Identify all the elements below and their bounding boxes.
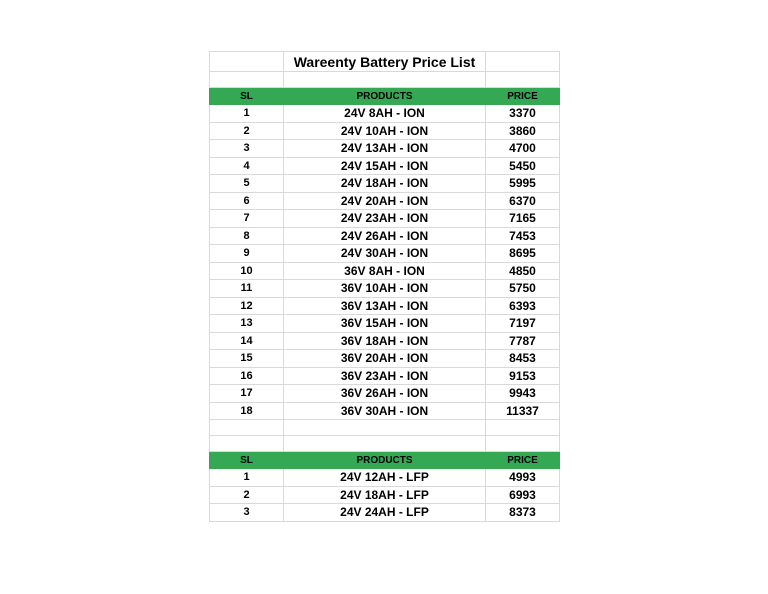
price-cell[interactable]: 7453: [486, 227, 560, 245]
table-row: [210, 315, 560, 333]
price-cell[interactable]: 9153: [486, 367, 560, 385]
sl-cell[interactable]: 1: [210, 105, 284, 123]
product-cell[interactable]: 24V 30AH - ION: [284, 245, 486, 263]
table-row: [210, 504, 560, 522]
header-products[interactable]: PRODUCTS: [284, 452, 486, 469]
product-cell[interactable]: 36V 15AH - ION: [284, 315, 486, 333]
blank-row: [210, 420, 560, 436]
price-cell[interactable]: 8453: [486, 350, 560, 368]
product-cell[interactable]: 36V 20AH - ION: [284, 350, 486, 368]
cell[interactable]: [486, 436, 560, 452]
header-sl[interactable]: SL: [210, 88, 284, 105]
header-price[interactable]: PRICE: [486, 88, 560, 105]
table-row: [210, 486, 560, 504]
cell[interactable]: [486, 420, 560, 436]
price-cell[interactable]: 4993: [486, 469, 560, 487]
price-cell[interactable]: 4850: [486, 262, 560, 280]
blank-row: [210, 72, 560, 88]
product-cell[interactable]: 24V 23AH - ION: [284, 210, 486, 228]
sl-cell[interactable]: 16: [210, 367, 284, 385]
price-cell[interactable]: 5750: [486, 280, 560, 298]
sl-cell[interactable]: 6: [210, 192, 284, 210]
price-cell[interactable]: 6370: [486, 192, 560, 210]
sl-cell[interactable]: 11: [210, 280, 284, 298]
table-row: [210, 192, 560, 210]
header-products[interactable]: PRODUCTS: [284, 88, 486, 105]
price-cell[interactable]: 7165: [486, 210, 560, 228]
table-row: [210, 385, 560, 403]
cell[interactable]: [486, 52, 560, 72]
product-cell[interactable]: 36V 8AH - ION: [284, 262, 486, 280]
price-list-sheet: [209, 51, 559, 522]
price-cell[interactable]: 3370: [486, 105, 560, 123]
product-cell[interactable]: 36V 18AH - ION: [284, 332, 486, 350]
sl-cell[interactable]: 4: [210, 157, 284, 175]
product-cell[interactable]: 24V 8AH - ION: [284, 105, 486, 123]
cell[interactable]: [210, 420, 284, 436]
product-cell[interactable]: 24V 13AH - ION: [284, 140, 486, 158]
sl-cell[interactable]: 18: [210, 402, 284, 420]
table-row: [210, 469, 560, 487]
product-cell[interactable]: 36V 26AH - ION: [284, 385, 486, 403]
table-row: [210, 227, 560, 245]
product-cell[interactable]: 24V 24AH - LFP: [284, 504, 486, 522]
price-list-table: [209, 51, 560, 522]
product-cell[interactable]: 36V 30AH - ION: [284, 402, 486, 420]
cell[interactable]: [210, 436, 284, 452]
product-cell[interactable]: 24V 10AH - ION: [284, 122, 486, 140]
price-cell[interactable]: 5450: [486, 157, 560, 175]
header-row: [210, 88, 560, 105]
table-row: [210, 280, 560, 298]
header-price[interactable]: PRICE: [486, 452, 560, 469]
price-cell[interactable]: 4700: [486, 140, 560, 158]
product-cell[interactable]: 36V 13AH - ION: [284, 297, 486, 315]
sl-cell[interactable]: 15: [210, 350, 284, 368]
cell[interactable]: [284, 436, 486, 452]
sl-cell[interactable]: 17: [210, 385, 284, 403]
sl-cell[interactable]: 5: [210, 175, 284, 193]
table-row: [210, 175, 560, 193]
price-cell[interactable]: 5995: [486, 175, 560, 193]
price-cell[interactable]: 7197: [486, 315, 560, 333]
product-cell[interactable]: 24V 20AH - ION: [284, 192, 486, 210]
product-cell[interactable]: 24V 18AH - ION: [284, 175, 486, 193]
product-cell[interactable]: 24V 26AH - ION: [284, 227, 486, 245]
header-row: [210, 452, 560, 469]
cell[interactable]: [210, 52, 284, 72]
price-cell[interactable]: 11337: [486, 402, 560, 420]
table-row: [210, 245, 560, 263]
price-cell[interactable]: 8373: [486, 504, 560, 522]
product-cell[interactable]: 24V 15AH - ION: [284, 157, 486, 175]
table-row: [210, 350, 560, 368]
sl-cell[interactable]: 8: [210, 227, 284, 245]
sl-cell[interactable]: 3: [210, 140, 284, 158]
sl-cell[interactable]: 13: [210, 315, 284, 333]
cell[interactable]: [486, 72, 560, 88]
table-row: [210, 105, 560, 123]
blank-row: [210, 436, 560, 452]
product-cell[interactable]: 36V 23AH - ION: [284, 367, 486, 385]
price-cell[interactable]: 6393: [486, 297, 560, 315]
price-cell[interactable]: 8695: [486, 245, 560, 263]
header-sl[interactable]: SL: [210, 452, 284, 469]
sl-cell[interactable]: 2: [210, 122, 284, 140]
title-row: [210, 52, 560, 72]
sl-cell[interactable]: 9: [210, 245, 284, 263]
table-row: [210, 297, 560, 315]
cell[interactable]: [284, 72, 486, 88]
table-row: [210, 262, 560, 280]
sl-cell[interactable]: 7: [210, 210, 284, 228]
table-row: [210, 402, 560, 420]
sheet-title[interactable]: Wareenty Battery Price List: [284, 52, 486, 72]
price-cell[interactable]: 7787: [486, 332, 560, 350]
sl-cell[interactable]: 3: [210, 504, 284, 522]
sl-cell[interactable]: 12: [210, 297, 284, 315]
price-cell[interactable]: 6993: [486, 486, 560, 504]
table-row: [210, 140, 560, 158]
price-cell[interactable]: 3860: [486, 122, 560, 140]
table-row: [210, 210, 560, 228]
product-cell[interactable]: 24V 12AH - LFP: [284, 469, 486, 487]
sl-cell[interactable]: 14: [210, 332, 284, 350]
cell[interactable]: [210, 72, 284, 88]
table-row: [210, 122, 560, 140]
cell[interactable]: [284, 420, 486, 436]
sl-cell[interactable]: 2: [210, 486, 284, 504]
product-cell[interactable]: 36V 10AH - ION: [284, 280, 486, 298]
table-row: [210, 367, 560, 385]
table-row: [210, 332, 560, 350]
price-cell[interactable]: 9943: [486, 385, 560, 403]
sl-cell[interactable]: 1: [210, 469, 284, 487]
table-row: [210, 157, 560, 175]
sl-cell[interactable]: 10: [210, 262, 284, 280]
product-cell[interactable]: 24V 18AH - LFP: [284, 486, 486, 504]
